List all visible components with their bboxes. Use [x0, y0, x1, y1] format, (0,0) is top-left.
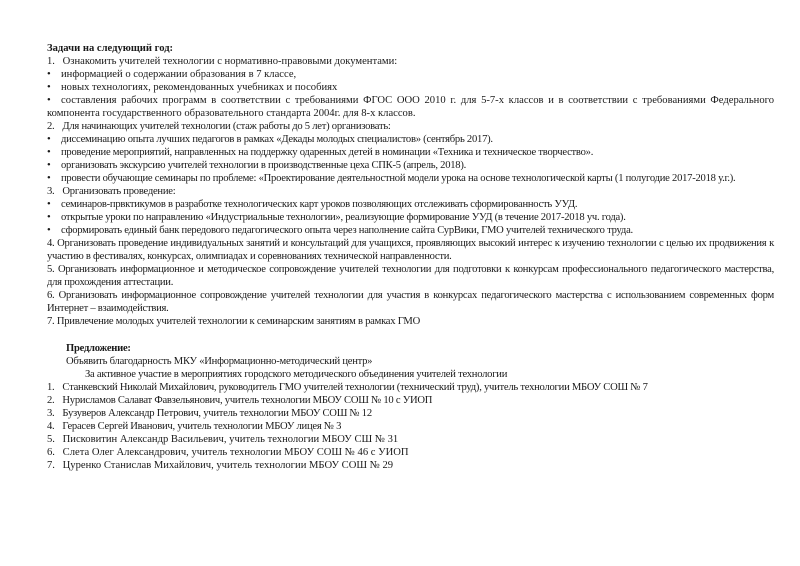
bullet-text: составления рабочих программ в соответствии с требованиями ФГОС ООО 2010 г. для 5-7-х классов и в соответствии с требованиями Федерального компонента государственного образовательного стандарта 2004г. для 8-х классов.	[47, 95, 774, 119]
bullet-icon: •	[47, 147, 51, 158]
bullet-icon: •	[47, 160, 51, 171]
person-number: 2.	[47, 395, 55, 406]
proposal-line-1: Объявить благодарность МКУ «Информационно-методический центр»	[66, 356, 373, 367]
person-item	[47, 394, 774, 407]
bullet-item	[47, 81, 774, 94]
person-text: Нурисламов Салават Фавзельянович, учитель технологии МБОУ СОШ № 10 с УИОП	[62, 395, 433, 406]
bullet-text: новых технологиях, рекомендованных учебниках и пособиях	[61, 82, 338, 93]
person-text: Бузуверов Александр Петрович, учитель технологии МБОУ СОШ № 12	[62, 408, 372, 419]
bullet-text: семинаров-првктикумов в разработке технологических карт уроков позволяющих отслеживать сформированность УУД.	[61, 199, 578, 210]
person-item	[47, 446, 774, 459]
task-item-5: 5. Организовать информационное и методическое сопровождение учителей технологии для подготовки к конкурсам профессионального педагогического мастерства, для прохождения аттестации.	[47, 264, 774, 288]
person-text: Цуренко Станислав Михайлович, учитель технологии МБОУ СОШ № 29	[62, 460, 394, 471]
bullet-item	[47, 133, 774, 146]
person-text: Писковитин Александр Васильевич, учитель технологии МБОУ СШ № 31	[62, 434, 399, 445]
task-item-7: 7. Привлечение молодых учителей технологии к семинарским занятиям в рамках ГМО	[47, 316, 421, 327]
bullet-text: информацией о содержании образования в 7 классе,	[61, 69, 297, 80]
bullet-icon: •	[47, 173, 51, 184]
spacer	[47, 328, 774, 342]
bullet-icon: •	[47, 95, 51, 106]
bullet-text: провести обучающие семинары по проблеме: «Проектирование деятельностной модели урока на основе технологической карты (1 полугодие 2017-2018 у.г.).	[61, 173, 736, 184]
person-item	[47, 433, 774, 446]
bullet-text: открытые уроки по направлению «Индустриальные технологии», реализующие формирование УУД (в течение 2017-2018 уч. года).	[61, 212, 626, 223]
task-item-1	[47, 55, 774, 68]
task-number: 1.	[47, 56, 55, 67]
bullet-item	[47, 146, 774, 159]
task-item-3	[47, 185, 774, 198]
person-item	[47, 420, 774, 433]
person-item	[47, 407, 774, 420]
task-number: 2.	[47, 121, 55, 132]
bullet-icon: •	[47, 82, 51, 93]
proposal-line-2: За активное участие в мероприятиях городского методического объединения учителей технологии	[85, 369, 508, 380]
bullet-icon: •	[47, 199, 51, 210]
bullet-text: сформировать единый банк передового педагогического опыта через наполнение сайта СурВики, ГМО учителей технического труда.	[61, 225, 633, 236]
bullet-text: организовать экскурсию учителей технологии в производственные цеха СПК-5 (апрель, 2018).	[61, 160, 467, 171]
bullet-item	[47, 198, 774, 211]
bullet-item	[47, 94, 774, 120]
bullet-icon: •	[47, 134, 51, 145]
bullet-item	[47, 172, 774, 185]
task-text: Для начинающих учителей технологии (стаж работы до 5 лет) организовать:	[62, 121, 391, 132]
person-number: 1.	[47, 382, 55, 393]
task-text: Организовать проведение:	[62, 186, 176, 197]
document-page	[47, 42, 774, 472]
person-text: Герасев Сергей Иванович, учитель технологии МБОУ лицея № 3	[62, 421, 342, 432]
person-number: 7.	[47, 460, 55, 471]
person-number: 4.	[47, 421, 55, 432]
person-text: Слета Олег Александрович, учитель технологии МБОУ СОШ № 46 с УИОП	[62, 447, 409, 458]
bullet-item	[47, 159, 774, 172]
person-number: 5.	[47, 434, 55, 445]
bullet-icon: •	[47, 225, 51, 236]
bullet-item	[47, 224, 774, 237]
task-number: 3.	[47, 186, 55, 197]
person-text: Станкевский Николай Михайлович, руководитель ГМО учителей технологии (технический труд), учитель технологии МБОУ СОШ № 7	[62, 382, 648, 393]
bullet-item	[47, 211, 774, 224]
person-item	[47, 459, 774, 472]
task-text: Ознакомить учителей технологии с нормативно-правовыми документами:	[62, 56, 398, 67]
tasks-heading: Задачи на следующий год:	[47, 43, 174, 54]
task-item-2	[47, 120, 774, 133]
person-number: 3.	[47, 408, 55, 419]
task-item-4: 4. Организовать проведение индивидуальных занятий и консультаций для учащихся, проявляющих высокий интерес к изучению технологии с целью их продвижения к участию в фестивалях, конкурсах, олимпиадах и соревнованиях технической направленности.	[47, 238, 774, 262]
bullet-text: проведение мероприятий, направленных на поддержку одаренных детей в номинации «Техника и техническое творчество».	[61, 147, 594, 158]
person-number: 6.	[47, 447, 55, 458]
proposal-heading: Предложение:	[66, 343, 131, 354]
task-item-6: 6. Организовать информационное сопровождение учителей технологии для участия в конкурсах педагогического мастерства с использованием современных форм Интернет – взаимодействия.	[47, 290, 774, 314]
bullet-item	[47, 68, 774, 81]
bullet-icon: •	[47, 212, 51, 223]
bullet-text: диссеминацию опыта лучших педагогов в рамках «Декады молодых специалистов» (сентябрь 2017).	[61, 134, 493, 145]
person-item	[47, 381, 774, 394]
bullet-icon: •	[47, 69, 51, 80]
